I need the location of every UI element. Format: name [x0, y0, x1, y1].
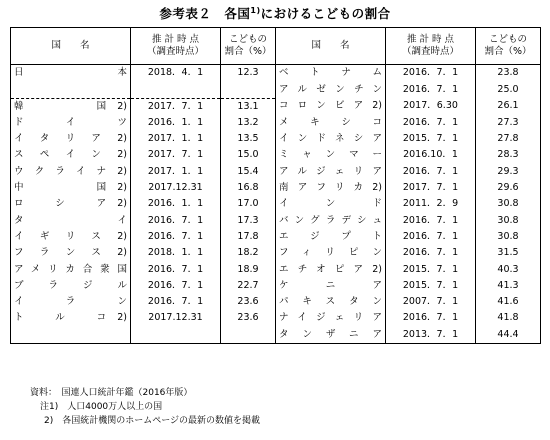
country-name-right: タンザニア [276, 327, 386, 344]
estimate-date-left: 2017.12.31 [131, 310, 221, 326]
country-name-right: エチオピア2) [276, 262, 386, 278]
child-ratio-right: 30.8 [476, 213, 541, 229]
estimate-date-left: 2017．7．1 [131, 98, 221, 115]
table-body [11, 65, 541, 344]
child-ratio-left: 17.3 [221, 213, 276, 229]
estimate-date-left: 2016．1．1 [131, 196, 221, 212]
country-name-right: パキスタン [276, 294, 386, 310]
child-ratio-left [221, 81, 276, 98]
country-name-right: ケ ニ ア [276, 278, 386, 294]
country-name-right: インドネシア [276, 131, 386, 147]
child-ratio-right: 29.6 [476, 180, 541, 196]
estimate-date-left: 2016．7．1 [131, 278, 221, 294]
table-row [11, 310, 541, 326]
child-ratio-right: 28.3 [476, 147, 541, 163]
country-name-right: 南アフリカ2) [276, 180, 386, 196]
table-row [11, 81, 541, 98]
country-name-left: 日 本 [14, 67, 127, 78]
child-ratio-right: 25.0 [476, 81, 541, 98]
child-ratio-left: 13.5 [221, 131, 276, 147]
estimate-date-right: 2016．7．1 [386, 229, 476, 245]
child-ratio-left: 15.0 [221, 147, 276, 163]
child-ratio-right: 40.3 [476, 262, 541, 278]
country-name-right: バングラデシュ [276, 213, 386, 229]
header-row [11, 28, 541, 65]
estimate-date-right: 2016．7．1 [386, 164, 476, 180]
child-ratio-right: 30.8 [476, 196, 541, 212]
child-ratio-left: 22.7 [221, 278, 276, 294]
table-row [11, 115, 541, 131]
estimate-date-right: 2016．7．1 [386, 310, 476, 326]
child-ratio-left: 18.2 [221, 245, 276, 261]
estimate-date-left [131, 81, 221, 98]
estimate-date-left: 2017.12.31 [131, 180, 221, 196]
table-row [11, 147, 541, 163]
table-row [11, 294, 541, 310]
country-name-left: フランス2) [14, 247, 127, 259]
country-name-left: アメリカ合衆国 [14, 263, 127, 275]
estimate-date-left: 2017．1．1 [131, 131, 221, 147]
notes [30, 386, 260, 428]
country-name-right: フィリピン [276, 245, 386, 261]
estimate-date-right: 2007．7．1 [386, 294, 476, 310]
table-row [11, 229, 541, 245]
estimate-date-left: 2017．7．1 [131, 147, 221, 163]
country-name-left [11, 81, 131, 98]
table-row [11, 245, 541, 261]
table-row [11, 131, 541, 147]
country-name-left: ブ ラ ジ ル [14, 279, 127, 291]
table-row [11, 65, 541, 82]
child-ratio-left: 15.4 [221, 164, 276, 180]
child-ratio-left: 17.0 [221, 196, 276, 212]
title-footnote-marker: 1) [250, 5, 261, 15]
table-row [11, 164, 541, 180]
child-ratio-left: 13.2 [221, 115, 276, 131]
estimate-date-right: 2016．7．1 [386, 245, 476, 261]
country-name-left: スペイン2) [14, 149, 127, 161]
header-pct-left: こどもの 割合（%） [221, 28, 276, 65]
child-ratio-left: 23.6 [221, 294, 276, 310]
header-country-left: 国 名 [11, 28, 131, 65]
estimate-date-left: 2016．7．1 [131, 229, 221, 245]
table-row [11, 213, 541, 229]
child-ratio-right: 31.5 [476, 245, 541, 261]
table-row [11, 327, 541, 344]
estimate-date-left: 2018．1．1 [131, 245, 221, 261]
table-row [11, 196, 541, 212]
country-name-left: ト ル コ2) [14, 312, 127, 324]
estimate-date-right: 2011．2．9 [386, 196, 476, 212]
estimate-date-right: 2016．7．1 [386, 115, 476, 131]
header-pct-right: こどもの 割合（%） [476, 28, 541, 65]
country-name-right: ナイジェリア [276, 310, 386, 326]
note-source: 資料： 国連人口統計年鑑（2016年版） [30, 388, 193, 398]
estimate-date-right: 2017．6.30 [386, 98, 476, 115]
estimate-date-left: 2017．1．1 [131, 164, 221, 180]
country-name-right: コロンビア2) [276, 98, 386, 115]
child-ratio-left: 18.9 [221, 262, 276, 278]
child-ratio-left [221, 327, 276, 344]
estimate-date-left: 2016．1．1 [131, 115, 221, 131]
estimate-date-right: 2016．7．1 [386, 65, 476, 82]
estimate-date-right: 2017．7．1 [386, 180, 476, 196]
child-ratio-right: 44.4 [476, 327, 541, 344]
country-name-right: エ ジ プ ト [276, 229, 386, 245]
estimate-date-right: 2016．7．1 [386, 213, 476, 229]
child-ratio-left: 12.3 [221, 65, 276, 82]
estimate-date-right: 2016．7．1 [386, 81, 476, 98]
country-name-left: イタリア2) [14, 133, 127, 145]
estimate-date-right: 2015．7．1 [386, 131, 476, 147]
table-row [11, 180, 541, 196]
estimate-date-left: 2016．7．1 [131, 262, 221, 278]
country-name-left: ウクライナ2) [14, 165, 127, 177]
child-ratio-right: 41.8 [476, 310, 541, 326]
child-ratio-right: 23.8 [476, 65, 541, 82]
country-name-left: イ ラ ン [14, 296, 127, 308]
country-name-right: ミャンマー [276, 147, 386, 163]
child-ratio-right: 27.3 [476, 115, 541, 131]
country-name-left: ロ シ ア2) [14, 198, 127, 210]
title-rest: におけるこどもの割合 [260, 6, 391, 21]
estimate-date-left: 2016．7．1 [131, 213, 221, 229]
child-ratio-left: 23.6 [221, 310, 276, 326]
country-name-left [11, 327, 131, 344]
page-title [0, 4, 550, 22]
estimate-date-right: 2015．7．1 [386, 278, 476, 294]
child-ratio-left: 17.8 [221, 229, 276, 245]
country-name-left: 中 国2) [14, 182, 127, 194]
child-ratio-table [10, 27, 541, 344]
country-name-right: アルジェリア [276, 164, 386, 180]
country-name-left: イギリス2) [14, 230, 127, 242]
child-ratio-right: 41.3 [476, 278, 541, 294]
country-name-right: イ ン ド [276, 196, 386, 212]
header-date-left: 推 計 時 点 （調査時点） [131, 28, 221, 65]
country-name-left: 韓 国2) [14, 100, 127, 112]
country-name-right: メ キ シ コ [276, 115, 386, 131]
child-ratio-left: 13.1 [221, 98, 276, 115]
table-row [11, 262, 541, 278]
country-name-right: アルゼンチン [276, 81, 386, 98]
estimate-date-right: 2016.10．1 [386, 147, 476, 163]
country-name-left: ド イ ツ [14, 116, 127, 128]
title-text: 参考表２ 各国 [159, 6, 251, 21]
child-ratio-left: 16.8 [221, 180, 276, 196]
estimate-date-left [131, 327, 221, 344]
country-name-right: ベ ト ナ ム [276, 65, 386, 82]
header-country-right: 国 名 [276, 28, 386, 65]
note-1: 注1) 人口4000万人以上の国 [40, 402, 163, 412]
child-ratio-right: 29.3 [476, 164, 541, 180]
country-name-left: タ イ [14, 214, 127, 226]
header-date-right: 推 計 時 点 （調査時点） [386, 28, 476, 65]
child-ratio-right: 41.6 [476, 294, 541, 310]
estimate-date-right: 2013．7．1 [386, 327, 476, 344]
child-ratio-right: 27.8 [476, 131, 541, 147]
estimate-date-right: 2015．7．1 [386, 262, 476, 278]
child-ratio-right: 30.8 [476, 229, 541, 245]
estimate-date-left: 2016．7．1 [131, 294, 221, 310]
table-row [11, 98, 541, 115]
table-row [11, 278, 541, 294]
note-2: 2) 各国統計機関のホームページの最新の数値を掲載 [44, 416, 261, 426]
child-ratio-right: 26.1 [476, 98, 541, 115]
estimate-date-left: 2018．4．1 [131, 65, 221, 82]
